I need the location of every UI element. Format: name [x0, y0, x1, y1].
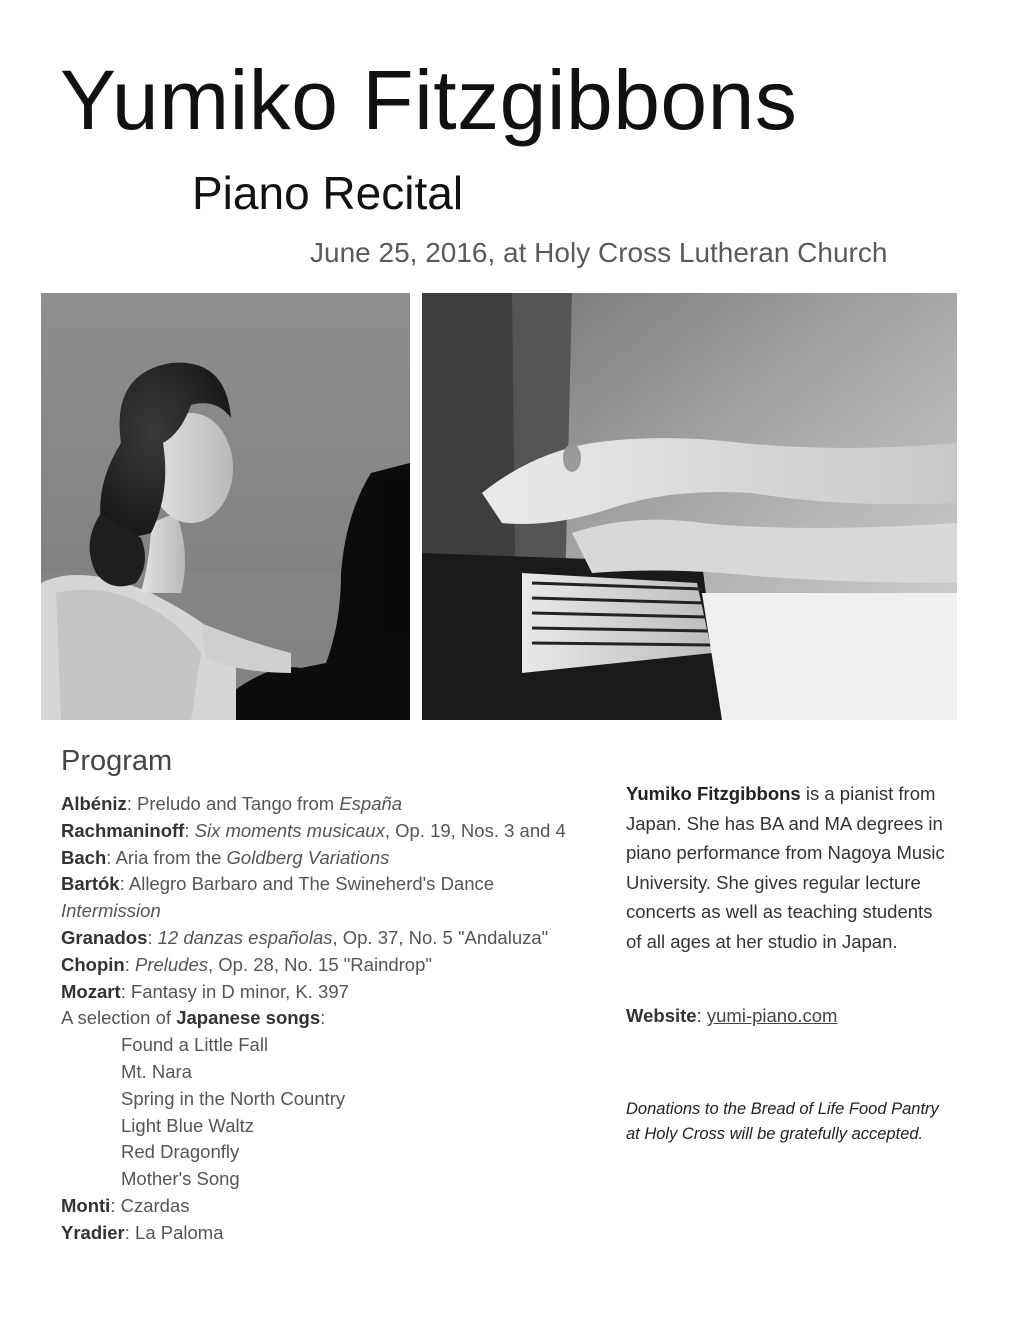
- bio-text: is a pianist from Japan. She has BA and MA degrees in piano performance from Nagoya Music University. She gives regular lecture concerts as well as teaching students of all ages at her studio in Japan.: [626, 783, 945, 952]
- piece-text: : Allegro Barbaro and The Swineherd's Dance: [119, 873, 495, 895]
- song-item: Spring in the North Country: [121, 1087, 346, 1109]
- donation-note: Donations to the Bread of Life Food Pantry at Holy Cross will be gratefully accepted.: [626, 1100, 939, 1143]
- program-item: [61, 1193, 601, 1220]
- song-item: Light Blue Waltz: [121, 1114, 254, 1136]
- song-item: Mt. Nara: [121, 1060, 192, 1082]
- piece-title: Six moments musicaux: [194, 819, 385, 841]
- composer-name: Chopin: [61, 953, 125, 975]
- composer-name: Granados: [61, 926, 148, 948]
- composer-name: Yradier: [61, 1221, 125, 1243]
- intro-text: A selection of: [61, 1007, 177, 1029]
- song-item: Found a Little Fall: [121, 1034, 269, 1056]
- piece-text: :: [124, 953, 135, 975]
- composer-name: Monti: [61, 1194, 111, 1216]
- piece-text: : Fantasy in D minor, K. 397: [120, 980, 349, 1002]
- program-list: [61, 791, 601, 1247]
- piece-title: Preludes: [134, 953, 208, 975]
- program-item: [61, 791, 601, 818]
- program-item: [61, 818, 601, 845]
- intro-colon: :: [320, 1007, 326, 1029]
- intermission-label: Intermission: [61, 900, 161, 922]
- piece-text: : Preludo and Tango from: [126, 793, 340, 814]
- piece-detail: , Op. 28, No. 15 "Raindrop": [208, 953, 432, 975]
- program-item: [61, 1220, 601, 1247]
- piece-text: :: [147, 926, 158, 948]
- piece-title: España: [339, 793, 403, 814]
- program-item-intermission: [61, 898, 601, 925]
- page-subtitle: Piano Recital: [192, 167, 464, 219]
- composer-name: Bach: [61, 846, 107, 868]
- website-separator: :: [696, 1005, 707, 1026]
- artist-bio: [626, 779, 946, 957]
- song-item: Red Dragonfly: [121, 1141, 240, 1163]
- website-link[interactable]: yumi-piano.com: [706, 1005, 838, 1026]
- piece-text: :: [184, 819, 195, 841]
- piece-detail: , Op. 37, No. 5 "Andaluza": [332, 926, 549, 948]
- piece-text: : Czardas: [110, 1194, 190, 1216]
- composer-name: Albéniz: [61, 793, 127, 814]
- hands-on-piano-photo: [422, 293, 957, 720]
- piece-title: Goldberg Variations: [226, 846, 390, 868]
- program-item: [61, 871, 601, 898]
- composer-name: Rachmaninoff: [61, 819, 185, 841]
- program-item: [61, 845, 601, 872]
- japanese-songs-intro: [61, 1005, 601, 1032]
- page-title: Yumiko Fitzgibbons: [60, 53, 798, 147]
- composer-name: Bartók: [61, 873, 120, 895]
- program-heading: Program: [61, 745, 173, 777]
- pianist-portrait-photo: [41, 293, 410, 720]
- program-item: [61, 979, 601, 1006]
- website-label: Website: [626, 1005, 697, 1026]
- piece-text: : La Paloma: [124, 1221, 224, 1243]
- website-line: [626, 1001, 837, 1030]
- piece-title: 12 danzas españolas: [157, 926, 333, 948]
- song-item: Mother's Song: [121, 1168, 240, 1190]
- artist-name: Yumiko Fitzgibbons: [626, 783, 801, 804]
- piece-text: : Aria from the: [106, 846, 227, 868]
- event-dateline: June 25, 2016, at Holy Cross Lutheran Church: [310, 237, 888, 268]
- composer-name: Mozart: [61, 980, 121, 1002]
- piece-detail: , Op. 19, Nos. 3 and 4: [384, 819, 566, 841]
- japanese-songs-label: Japanese songs: [176, 1007, 321, 1029]
- program-item: [61, 925, 601, 952]
- program-item: [61, 952, 601, 979]
